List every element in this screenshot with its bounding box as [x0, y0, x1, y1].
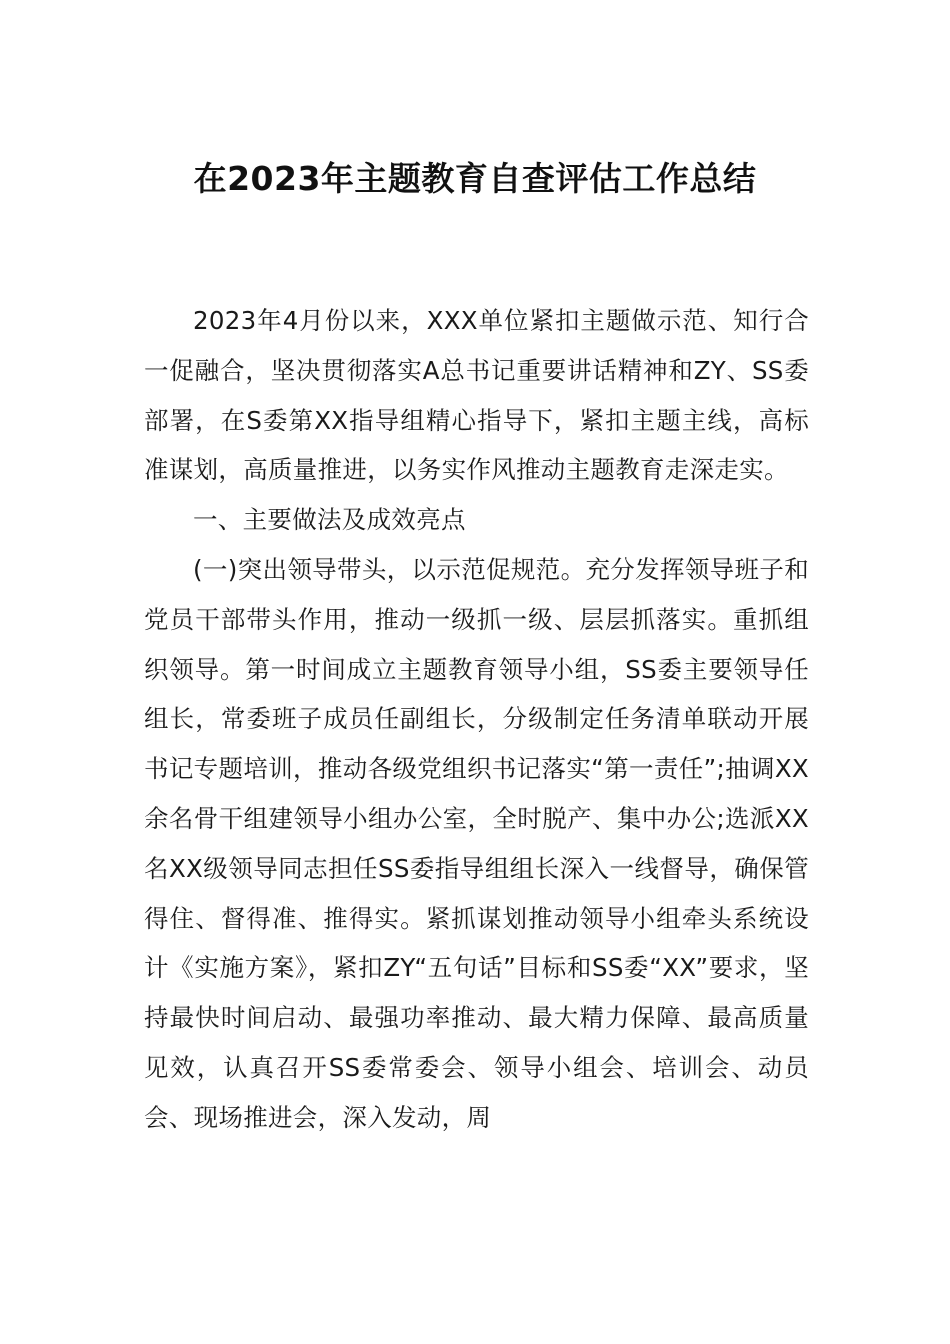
subsection-paragraph: (一)突出领导带头，以示范促规范。充分发挥领导班子和党员干部带头作用，推动一级抓一级、层层抓落实。重抓组织领导。第一时间成立主题教育领导小组，SS委主要领导任组长，常委班子成员任副组长，分级制定任务清单联动开展书记专题培训，推动各级党组织书记落实“第一责任”;抽调XX余名骨干组建领导小组办公室，全时脱产、集中办公;选派XX名XX级领导同志担任SS委指导组组长深入一线督导，确保管得住、督得准、推得实。紧抓谋划推动领导小组牵头系统设计《实施方案》，紧扣ZY“五句话”目标和SS委“XX”要求，坚持最快时间启动、最强功率推动、最大精力保障、最高质量见效，认真召开SS委常委会、领导小组会、培训会、动员会、现场推进会，深入发动，周 — [144, 554, 809, 1132]
document-title: 在2023年主题教育自查评估工作总结 — [193, 159, 757, 198]
document-body — [144, 296, 809, 1143]
section-heading: 一、主要做法及成效亮点 — [193, 505, 466, 535]
intro-paragraph: 2023年4月份以来，XXX单位紧扣主题做示范、知行合一促融合，坚决贯彻落实A总书记重要讲话精神和ZY、SS委部署，在S委第XX指导组精心指导下，紧扣主题主线，高标准谋划，高质量推进，以务实作风推动主题教育走深走实。 — [144, 306, 809, 485]
